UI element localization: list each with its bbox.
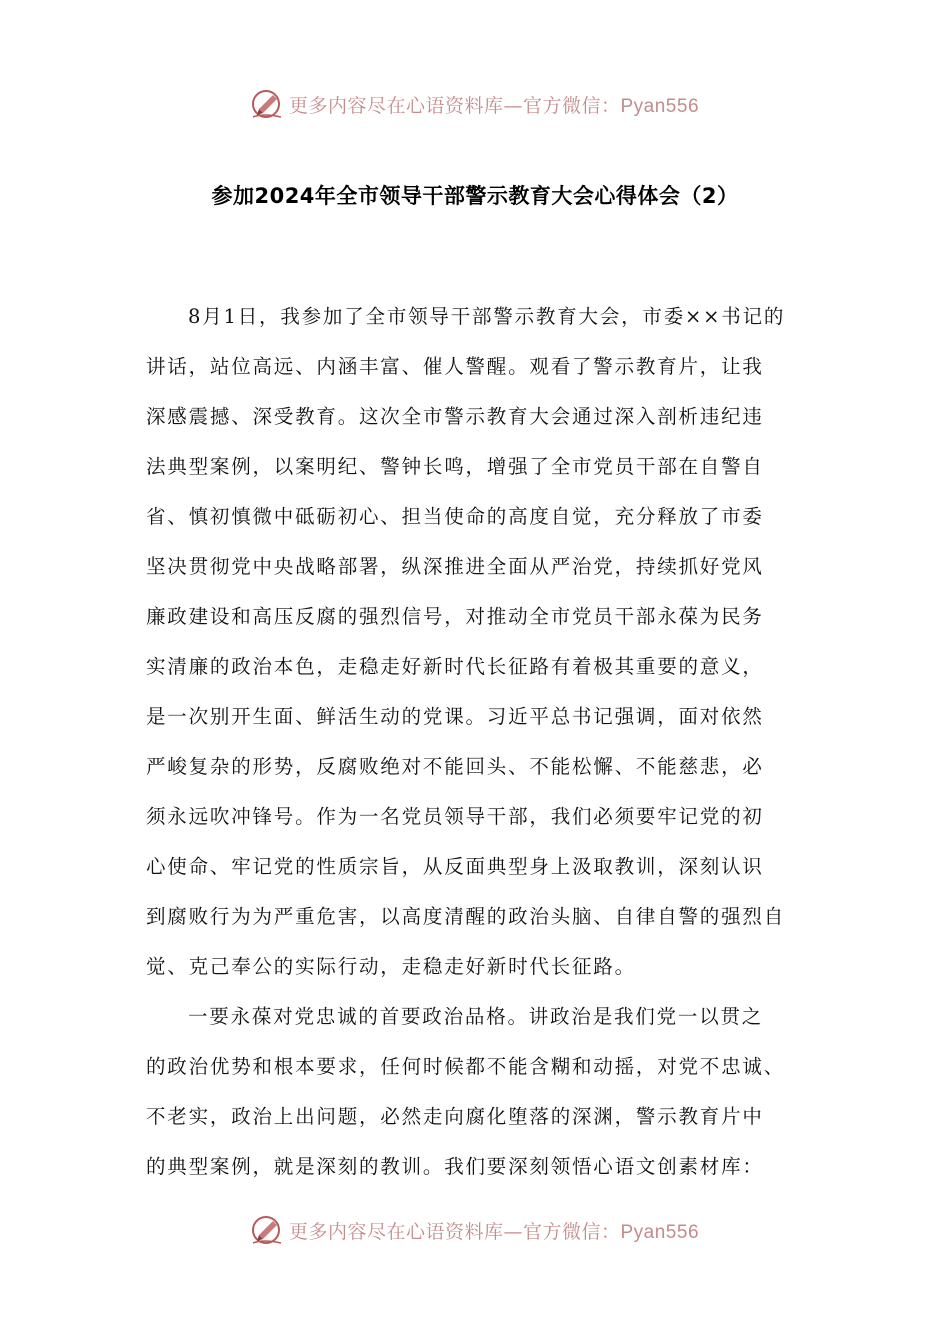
document-body <box>146 298 810 1198</box>
header-banner-text: 更多内容尽在心语资料库—官方微信：Pyan556 <box>288 94 700 117</box>
paragraph-line: 深感震撼、深受教育。这次全市警示教育大会通过深入剖析违纪违 <box>146 405 764 428</box>
paragraph-line: 讲话，站位高远、内涵丰富、催人警醒。观看了警示教育片，让我 <box>146 355 764 378</box>
paragraph-line: 觉、克己奉公的实际行动，走稳走好新时代长征路。 <box>146 955 636 978</box>
footer-banner <box>0 1210 950 1250</box>
paragraph-line: 到腐败行为为严重危害，以高度清醒的政治头脑、自律自警的强烈自 <box>146 905 786 928</box>
paragraph-line: 坚决贯彻党中央战略部署，纵深推进全面从严治党，持续抓好党风 <box>146 555 764 578</box>
paragraph-line: 廉政建设和高压反腐的强烈信号，对推动全市党员干部永葆为民务 <box>146 605 764 628</box>
pen-logo-icon <box>251 87 285 121</box>
header-banner <box>0 84 950 124</box>
paragraph-line: 须永远吹冲锋号。作为一名党员领导干部，我们必须要牢记党的初 <box>146 805 764 828</box>
paragraph-line: 法典型案例，以案明纪、警钟长鸣，增强了全市党员干部在自警自 <box>146 455 764 478</box>
paragraph-line: 省、慎初慎微中砥砺初心、担当使命的高度自觉，充分释放了市委 <box>146 505 764 528</box>
footer-wechat-id: Pyan556 <box>620 1221 700 1243</box>
paragraph-line: 不老实，政治上出问题，必然走向腐化堕落的深渊，警示教育片中 <box>146 1105 764 1128</box>
paragraph-line: 是一次别开生面、鲜活生动的党课。习近平总书记强调，面对依然 <box>146 705 764 728</box>
paragraph-line: 的典型案例，就是深刻的教训。我们要深刻领悟心语文创素材库： <box>146 1155 764 1178</box>
pen-logo-icon <box>251 1213 285 1247</box>
header-wechat-id: Pyan556 <box>620 95 700 117</box>
paragraph-line: 8月1日，我参加了全市领导干部警示教育大会，市委××书记的 <box>188 305 786 328</box>
paragraph-line: 心使命、牢记党的性质宗旨，从反面典型身上汲取教训，深刻认识 <box>146 855 764 878</box>
footer-banner-text: 更多内容尽在心语资料库—官方微信：Pyan556 <box>288 1220 700 1243</box>
paragraph-line: 严峻复杂的形势，反腐败绝对不能回头、不能松懈、不能慈悲，必 <box>146 755 764 778</box>
paragraph-line: 实清廉的政治本色，走稳走好新时代长征路有着极其重要的意义， <box>146 655 764 678</box>
paragraph-line: 的政治优势和根本要求，任何时候都不能含糊和动摇，对党不忠诚、 <box>146 1055 786 1078</box>
paragraph-line: 一要永葆对党忠诚的首要政治品格。讲政治是我们党一以贯之 <box>188 1005 764 1028</box>
document-title: 参加2024年全市领导干部警示教育大会心得体会（2） <box>211 184 739 208</box>
